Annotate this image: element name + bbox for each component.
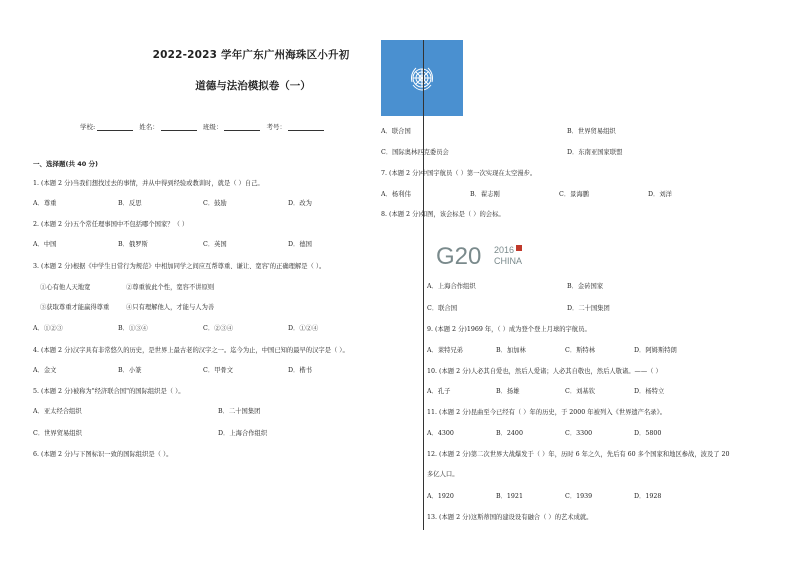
option: B．加加林 [496, 347, 526, 354]
sub-statement: ①心有他人天地宽 [40, 284, 91, 291]
sub-statement: ④只有理解他人，才能与人为善 [126, 304, 215, 311]
school-blank [97, 124, 133, 131]
option: C．国际奥林匹克委员会 [381, 149, 449, 156]
sub-statement: ③获取尊重才能赢得尊重 [40, 304, 110, 311]
un-flag-image [381, 40, 463, 116]
option: C．1939 [565, 493, 593, 500]
option: B．扬雄 [496, 388, 520, 395]
option: C．联合国 [427, 305, 458, 312]
option: A．1920 [427, 493, 454, 500]
un-emblem-icon [408, 64, 436, 92]
sub-statement: ②尊重彼此个性，宽容不讲原则 [126, 284, 215, 291]
question-stem: 3. (本题 2 分)根据《中学生日常行为规范》中相加同学之间应互帮尊重、谦让、宽容'的正确理解是（ ）。 [33, 263, 326, 270]
option: C．②③④ [203, 325, 234, 332]
g20-logo-image [436, 243, 546, 267]
option: A．杨利伟 [381, 191, 411, 198]
option: D．上海合作组织 [218, 430, 268, 437]
option: D．二十国集团 [567, 305, 610, 312]
exam-title: 2022-2023 学年广东广州海珠区小升初 [152, 49, 350, 61]
option: B．1921 [496, 493, 523, 500]
option: C．英国 [203, 241, 227, 248]
question-stem: 12. (本题 2 分)第二次世界大战爆发于（ ）年，历时 6 年之久，先后有 60 多个国家和地区参战，波及了 20 [427, 451, 730, 458]
g20-country: CHINA [494, 256, 523, 266]
question-stem: 13. (本题 2 分)这斯蒂国的建设设有融合（ ）的艺术成就。 [427, 514, 593, 521]
option: A．①②③ [33, 325, 63, 332]
option: D．德国 [288, 241, 312, 248]
question-stem: 5. (本题 2 分)被称为"经济联合国"的国际组织是（ ）。 [33, 388, 185, 395]
option: D．5800 [634, 430, 662, 437]
option: A．4300 [427, 430, 454, 437]
class-label: 班级： [202, 123, 223, 131]
g20-seal-icon [516, 245, 522, 251]
question-stem: 7. (本题 2 分)中国宇航员（ ）第一次实现在太空漫步。 [381, 170, 537, 177]
section-title: 一、选择题(共 40 分) [33, 160, 99, 168]
class-blank [224, 124, 260, 131]
question-stem: 6. (本题 2 分)与下图标识一致的国际组织是（ ）。 [33, 451, 173, 458]
option: B．翟志刚 [470, 191, 500, 198]
question-stem: 8. (本题 2 分)如图，该会标是（ ）的会标。 [381, 211, 505, 218]
option: C．甲骨文 [203, 367, 234, 374]
option: C．斯特林 [565, 347, 596, 354]
option: D．刘洋 [648, 191, 672, 198]
question-stem: 4. (本题 2 分)汉字具有非常悠久的历史，是世界上最古老的汉字之一。迄今为止，中国已知的最早的汉字是（ ）。 [33, 347, 349, 354]
option: D．楷书 [288, 367, 312, 374]
option: C．刘基钦 [565, 388, 596, 395]
option: B．①③④ [118, 325, 148, 332]
g20-mark: G20 [436, 243, 482, 267]
option: D．杨特立 [634, 388, 665, 395]
question-stem: 1. (本题 2 分)当我们想找过去的事情，并从中得到经验或教训时，就是（ ）自己。 [33, 180, 264, 187]
option: A．孔子 [427, 388, 451, 395]
question-stem: 11. (本题 2 分)昆曲至今已经有（ ）年的历史，于 2000 年被列入《世界遗产名录》。 [427, 409, 667, 416]
option: B．世界贸易组织 [567, 128, 616, 135]
g20-year: 2016 [494, 245, 515, 255]
examno-blank [288, 124, 324, 131]
option: C．鼓励 [203, 200, 227, 207]
option: D．1928 [634, 493, 662, 500]
option: A．中国 [33, 241, 57, 248]
question-stem: 10. (本题 2 分)人必其自爱也，然后人爱诸；人必其自敬也，然后人敬诸。——（ ） [427, 368, 662, 375]
school-label: 学校: [80, 123, 96, 131]
fold-line [423, 40, 424, 530]
option: C．景海鹏 [559, 191, 590, 198]
option: B．2400 [496, 430, 523, 437]
option: A．金文 [33, 367, 57, 374]
option: B．金砖国家 [567, 283, 604, 290]
option: D．①②④ [288, 325, 319, 332]
name-blank [161, 124, 197, 131]
option: C．世界贸易组织 [33, 430, 82, 437]
option: B．二十国集团 [218, 408, 261, 415]
option: A．莱特兄弟 [427, 347, 464, 354]
examno-label: 考号： [266, 123, 286, 131]
option: A．上海合作组织 [427, 283, 476, 290]
option: A．亚太经合组织 [33, 408, 82, 415]
question-stem: 2. (本题 2 分)五个常任理事国中不包括哪个国家？（ ） [33, 221, 189, 228]
option: B．小篆 [118, 367, 142, 374]
option: D．改为 [288, 200, 312, 207]
option: D．东南亚国家联盟 [567, 149, 623, 156]
option: A．联合国 [381, 128, 411, 135]
name-label: 姓名： [139, 123, 159, 131]
student-info-row [80, 122, 328, 131]
question-stem: 9. (本题 2 分)1969 年，（ ）成为登个登上月球的宇航员。 [427, 326, 591, 333]
option: D．阿姆斯特朗 [634, 347, 677, 354]
option: A．尊重 [33, 200, 57, 207]
exam-subtitle: 道德与法治模拟卷（一） [195, 80, 311, 92]
option: C．3300 [565, 430, 593, 437]
question-stem-continued: 多亿人口。 [427, 471, 459, 478]
option: B．反思 [118, 200, 142, 207]
option: B．俄罗斯 [118, 241, 148, 248]
